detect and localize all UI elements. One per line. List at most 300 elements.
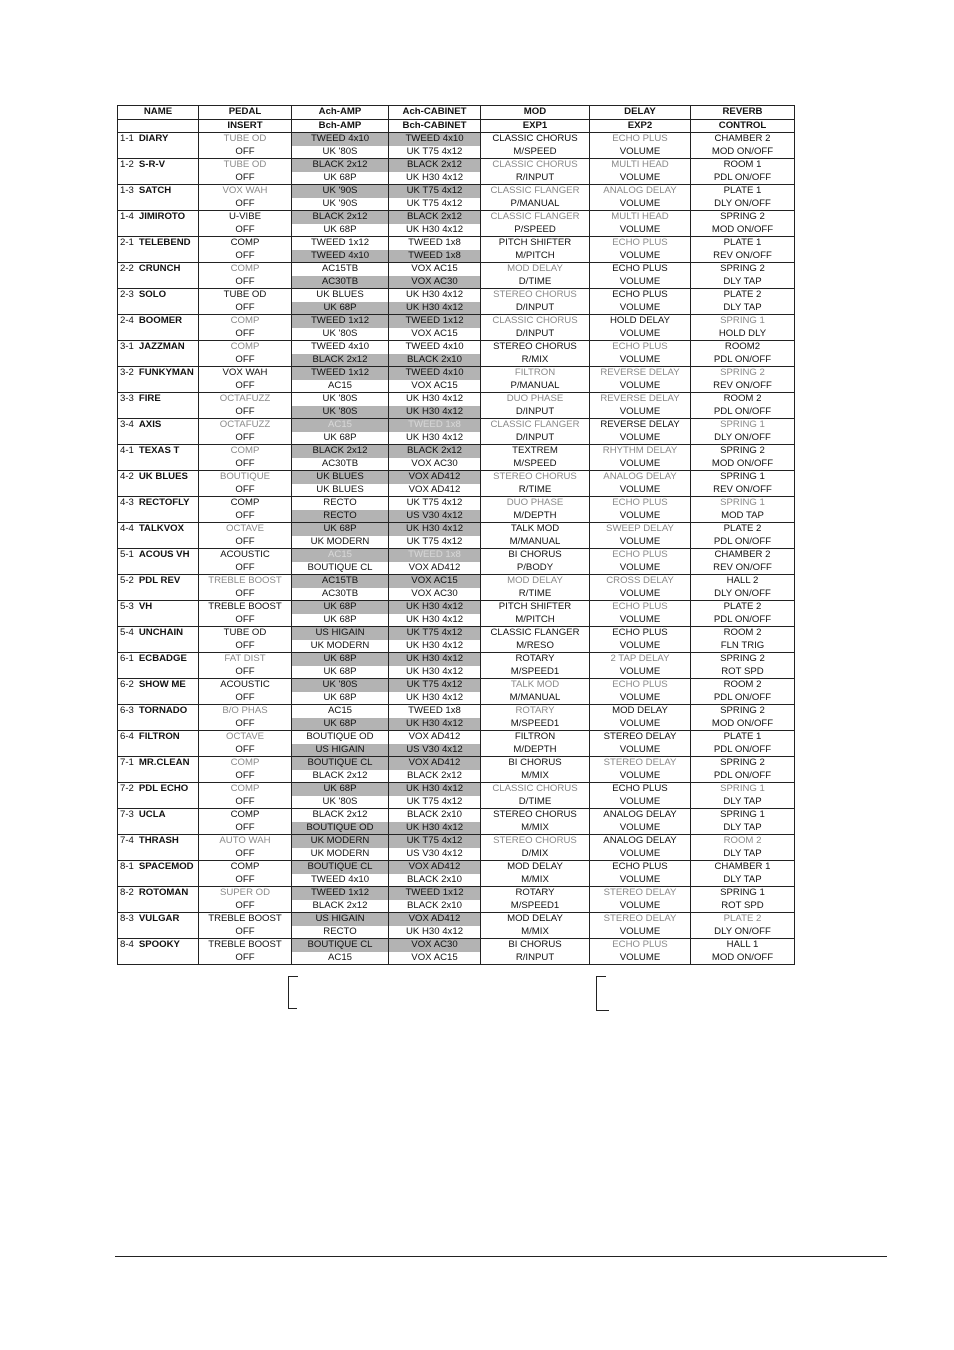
cell-a: U-VIBE bbox=[199, 211, 292, 224]
cell-a: RHYTHM DELAY bbox=[590, 445, 691, 458]
cell-b: BLACK 2x12 bbox=[292, 354, 389, 367]
column-header: PEDAL bbox=[199, 106, 292, 120]
cell-a: FILTRON bbox=[481, 731, 590, 744]
cell-a: CLASSIC CHORUS bbox=[481, 159, 590, 172]
cell-b: VOLUME bbox=[590, 172, 691, 185]
preset-name-cell-blank bbox=[118, 640, 199, 653]
preset-name-cell-blank bbox=[118, 198, 199, 211]
cell-b: VOLUME bbox=[590, 926, 691, 939]
cell-b: DLY ON/OFF bbox=[691, 432, 795, 445]
cell-b: OFF bbox=[199, 354, 292, 367]
cell-b: OFF bbox=[199, 874, 292, 887]
cell-b: VOLUME bbox=[590, 536, 691, 549]
cell-a: BI CHORUS bbox=[481, 757, 590, 770]
cell-b: OFF bbox=[199, 484, 292, 497]
cell-a: TWEED 4x10 bbox=[292, 133, 389, 146]
cell-a: PLATE 1 bbox=[691, 731, 795, 744]
cell-b: R/TIME bbox=[481, 588, 590, 601]
cell-b: P/BODY bbox=[481, 562, 590, 575]
preset-name: CRUNCH bbox=[138, 263, 181, 274]
table-row bbox=[118, 614, 795, 627]
cell-b: MOD ON/OFF bbox=[691, 952, 795, 965]
preset-name: TALKVOX bbox=[138, 523, 184, 534]
cell-a: REVERSE DELAY bbox=[590, 419, 691, 432]
cell-b: UK 68P bbox=[292, 614, 389, 627]
preset-number: 2-3 bbox=[120, 289, 134, 300]
table-row bbox=[118, 549, 795, 562]
cell-a: AC15TB bbox=[292, 263, 389, 276]
cell-a: TALK MOD bbox=[481, 523, 590, 536]
cell-a: TWEED 1x8 bbox=[389, 705, 481, 718]
cell-a: STEREO CHORUS bbox=[481, 835, 590, 848]
preset-name-cell-blank bbox=[118, 822, 199, 835]
table-row bbox=[118, 419, 795, 432]
cell-a: UK 68P bbox=[292, 523, 389, 536]
column-header: Ach-CABINET bbox=[389, 106, 481, 120]
cell-b: VOX AC30 bbox=[389, 588, 481, 601]
cell-b: UK 68P bbox=[292, 172, 389, 185]
cell-b: UK H30 4x12 bbox=[389, 926, 481, 939]
cell-b: M/MANUAL bbox=[481, 692, 590, 705]
cell-a: ECHO PLUS bbox=[590, 133, 691, 146]
cell-b: VOX AC15 bbox=[389, 328, 481, 341]
preset-name-cell bbox=[118, 705, 199, 718]
cell-b: VOX AC30 bbox=[389, 458, 481, 471]
cell-a: BLACK 2x12 bbox=[292, 211, 389, 224]
cell-b: VOLUME bbox=[590, 484, 691, 497]
cell-b: M/DEPTH bbox=[481, 744, 590, 757]
preset-name-cell bbox=[118, 185, 199, 198]
cell-a: CLASSIC FLANGER bbox=[481, 211, 590, 224]
cell-a: TUBE OD bbox=[199, 133, 292, 146]
cell-a: TWEED 4x10 bbox=[389, 341, 481, 354]
cell-a: BLACK 2x12 bbox=[389, 211, 481, 224]
cell-a: HOLD DELAY bbox=[590, 315, 691, 328]
cell-a: STEREO CHORUS bbox=[481, 341, 590, 354]
table-row bbox=[118, 653, 795, 666]
cell-a: AUTO WAH bbox=[199, 835, 292, 848]
preset-name: FUNKYMAN bbox=[138, 367, 194, 378]
cell-b: UK '80S bbox=[292, 146, 389, 159]
preset-number: 8-2 bbox=[120, 887, 134, 898]
cell-b: VOLUME bbox=[590, 328, 691, 341]
cell-b: M/SPEED bbox=[481, 458, 590, 471]
preset-number: 7-1 bbox=[120, 757, 134, 768]
preset-number: 4-4 bbox=[120, 523, 134, 534]
cell-b: TWEED 1x8 bbox=[389, 250, 481, 263]
column-header: DELAY bbox=[590, 106, 691, 120]
table-row bbox=[118, 640, 795, 653]
preset-number: 7-3 bbox=[120, 809, 134, 820]
preset-name: UNCHAIN bbox=[138, 627, 184, 638]
cell-a: SPRING 1 bbox=[691, 887, 795, 900]
cell-a: ANALOG DELAY bbox=[590, 809, 691, 822]
cell-b: UK H30 4x12 bbox=[389, 406, 481, 419]
table-row bbox=[118, 913, 795, 926]
cell-b: UK BLUES bbox=[292, 484, 389, 497]
table-row bbox=[118, 263, 795, 276]
table-row bbox=[118, 562, 795, 575]
cell-a: BLACK 2x12 bbox=[292, 445, 389, 458]
cell-a: CLASSIC CHORUS bbox=[481, 315, 590, 328]
preset-number: 2-2 bbox=[120, 263, 134, 274]
cell-b: OFF bbox=[199, 822, 292, 835]
cell-b: MOD ON/OFF bbox=[691, 146, 795, 159]
cell-b: OFF bbox=[199, 562, 292, 575]
cell-b: BLACK 2x10 bbox=[389, 874, 481, 887]
cell-b: VOLUME bbox=[590, 276, 691, 289]
preset-name: PDL REV bbox=[138, 575, 181, 586]
cell-b: M/MIX bbox=[481, 926, 590, 939]
cell-a: ECHO PLUS bbox=[590, 289, 691, 302]
cell-b: UK 68P bbox=[292, 224, 389, 237]
cell-a: TWEED 1x8 bbox=[389, 237, 481, 250]
column-subheader: EXP2 bbox=[590, 119, 691, 133]
preset-name: FIRE bbox=[138, 393, 161, 404]
cell-b: P/MANUAL bbox=[481, 380, 590, 393]
preset-name-cell bbox=[118, 211, 199, 224]
cell-b: D/MIX bbox=[481, 848, 590, 861]
cell-b: AC30TB bbox=[292, 458, 389, 471]
cell-b: VOLUME bbox=[590, 146, 691, 159]
preset-number: 6-4 bbox=[120, 731, 134, 742]
cell-a: UK T75 4x12 bbox=[389, 679, 481, 692]
table-row bbox=[118, 601, 795, 614]
cell-b: DLY ON/OFF bbox=[691, 588, 795, 601]
cell-a: ECHO PLUS bbox=[590, 549, 691, 562]
cell-a: ANALOG DELAY bbox=[590, 835, 691, 848]
cell-a: TEXTREM bbox=[481, 445, 590, 458]
cell-b: VOLUME bbox=[590, 718, 691, 731]
preset-name-cell-blank bbox=[118, 328, 199, 341]
cell-a: TREBLE BOOST bbox=[199, 575, 292, 588]
cell-b: M/MANUAL bbox=[481, 536, 590, 549]
cell-a: TUBE OD bbox=[199, 159, 292, 172]
cell-b: VOLUME bbox=[590, 614, 691, 627]
cell-a: UK T75 4x12 bbox=[389, 835, 481, 848]
cell-b: OFF bbox=[199, 614, 292, 627]
cell-a: VOX AD412 bbox=[389, 861, 481, 874]
cell-b: UK T75 4x12 bbox=[389, 536, 481, 549]
cell-b: OFF bbox=[199, 718, 292, 731]
cell-a: PLATE 1 bbox=[691, 185, 795, 198]
table-row bbox=[118, 783, 795, 796]
cell-a: UK H30 4x12 bbox=[389, 601, 481, 614]
cell-b: VOLUME bbox=[590, 354, 691, 367]
preset-name: BOOMER bbox=[138, 315, 183, 326]
cell-b: OFF bbox=[199, 900, 292, 913]
preset-name-cell-blank bbox=[118, 224, 199, 237]
preset-name-cell-blank bbox=[118, 510, 199, 523]
preset-name: PDL ECHO bbox=[138, 783, 189, 794]
preset-name: VH bbox=[138, 601, 153, 612]
cell-a: VOX AC15 bbox=[389, 575, 481, 588]
preset-name-cell-blank bbox=[118, 484, 199, 497]
cell-a: AC15 bbox=[292, 549, 389, 562]
cell-a: TWEED 1x12 bbox=[292, 367, 389, 380]
preset-name: DIARY bbox=[138, 133, 169, 144]
cell-b: OFF bbox=[199, 588, 292, 601]
cell-a: 2 TAP DELAY bbox=[590, 653, 691, 666]
cell-a: TUBE OD bbox=[199, 627, 292, 640]
cell-b: D/INPUT bbox=[481, 432, 590, 445]
cell-b: HOLD DLY bbox=[691, 328, 795, 341]
preset-number: 4-2 bbox=[120, 471, 134, 482]
cell-a: ANALOG DELAY bbox=[590, 185, 691, 198]
table-row bbox=[118, 393, 795, 406]
cell-b: RECTO bbox=[292, 510, 389, 523]
cell-a: UK 68P bbox=[292, 783, 389, 796]
cell-a: ANALOG DELAY bbox=[590, 471, 691, 484]
cell-b: UK H30 4x12 bbox=[389, 432, 481, 445]
cell-b: BLACK 2x12 bbox=[292, 770, 389, 783]
cell-b: DLY ON/OFF bbox=[691, 926, 795, 939]
cell-b: DLY TAP bbox=[691, 302, 795, 315]
table-row bbox=[118, 172, 795, 185]
cell-a: BOUTIQUE CL bbox=[292, 757, 389, 770]
cell-b: DLY TAP bbox=[691, 874, 795, 887]
cell-b: VOLUME bbox=[590, 692, 691, 705]
column-subheader: CONTROL bbox=[691, 119, 795, 133]
preset-name-cell bbox=[118, 939, 199, 952]
cell-a: SWEEP DELAY bbox=[590, 523, 691, 536]
preset-name-cell bbox=[118, 471, 199, 484]
cell-a: AC15 bbox=[292, 419, 389, 432]
cell-a: OCTAFUZZ bbox=[199, 419, 292, 432]
cell-a: MULTI HEAD bbox=[590, 159, 691, 172]
preset-table bbox=[117, 105, 795, 965]
preset-name-cell bbox=[118, 133, 199, 146]
cell-b: UK 68P bbox=[292, 432, 389, 445]
preset-number: 7-4 bbox=[120, 835, 134, 846]
cell-b: VOLUME bbox=[590, 822, 691, 835]
cell-b: REV ON/OFF bbox=[691, 250, 795, 263]
table-row bbox=[118, 276, 795, 289]
cell-a: COMP bbox=[199, 341, 292, 354]
cell-a: ACOUSTIC bbox=[199, 549, 292, 562]
cell-b: UK H30 4x12 bbox=[389, 718, 481, 731]
cell-b: DLY TAP bbox=[691, 822, 795, 835]
table-row bbox=[118, 887, 795, 900]
preset-number: 3-3 bbox=[120, 393, 134, 404]
cell-b: P/SPEED bbox=[481, 224, 590, 237]
preset-name-cell bbox=[118, 315, 199, 328]
cell-b: D/INPUT bbox=[481, 406, 590, 419]
cell-a: ECHO PLUS bbox=[590, 341, 691, 354]
table-row bbox=[118, 354, 795, 367]
column-header: REVERB bbox=[691, 106, 795, 120]
table-row bbox=[118, 211, 795, 224]
cell-b: VOLUME bbox=[590, 224, 691, 237]
cell-a: PITCH SHIFTER bbox=[481, 237, 590, 250]
table-row bbox=[118, 679, 795, 692]
table-row bbox=[118, 757, 795, 770]
preset-name-cell-blank bbox=[118, 874, 199, 887]
table-row bbox=[118, 341, 795, 354]
cell-a: ROOM 2 bbox=[691, 393, 795, 406]
cell-b: VOLUME bbox=[590, 666, 691, 679]
cell-b: VOLUME bbox=[590, 640, 691, 653]
cell-a: TWEED 1x12 bbox=[292, 237, 389, 250]
cell-b: OFF bbox=[199, 536, 292, 549]
preset-name-cell-blank bbox=[118, 796, 199, 809]
cell-a: COMP bbox=[199, 861, 292, 874]
table-row bbox=[118, 406, 795, 419]
table-row bbox=[118, 484, 795, 497]
preset-name-cell-blank bbox=[118, 302, 199, 315]
table-row bbox=[118, 692, 795, 705]
preset-name-cell-blank bbox=[118, 666, 199, 679]
cell-a: VOX AD412 bbox=[389, 757, 481, 770]
cell-a: SUPER OD bbox=[199, 887, 292, 900]
preset-name-cell-blank bbox=[118, 458, 199, 471]
cell-b: VOX AC15 bbox=[389, 952, 481, 965]
preset-name-cell-blank bbox=[118, 406, 199, 419]
cell-b: VOLUME bbox=[590, 406, 691, 419]
preset-name-cell-blank bbox=[118, 926, 199, 939]
cell-b: PDL ON/OFF bbox=[691, 406, 795, 419]
table-row bbox=[118, 198, 795, 211]
preset-name: ECBADGE bbox=[138, 653, 187, 664]
cell-b: DLY ON/OFF bbox=[691, 198, 795, 211]
table-row bbox=[118, 185, 795, 198]
cell-a: ROTARY bbox=[481, 653, 590, 666]
cell-b: VOLUME bbox=[590, 588, 691, 601]
cell-a: TWEED 1x12 bbox=[389, 887, 481, 900]
cell-a: US HIGAIN bbox=[292, 627, 389, 640]
cell-b: OFF bbox=[199, 146, 292, 159]
table-row bbox=[118, 328, 795, 341]
table-row bbox=[118, 900, 795, 913]
cell-a: ROTARY bbox=[481, 705, 590, 718]
table-row bbox=[118, 159, 795, 172]
cell-b: MOD ON/OFF bbox=[691, 224, 795, 237]
preset-name-cell-blank bbox=[118, 562, 199, 575]
cell-b: OFF bbox=[199, 692, 292, 705]
cell-a: VOX AD412 bbox=[389, 471, 481, 484]
cell-a: BI CHORUS bbox=[481, 939, 590, 952]
cell-a: BOUTIQUE OD bbox=[292, 731, 389, 744]
preset-name-cell-blank bbox=[118, 276, 199, 289]
table-header bbox=[118, 106, 795, 133]
cell-b: RECTO bbox=[292, 926, 389, 939]
table-row bbox=[118, 536, 795, 549]
footer-rule bbox=[115, 1256, 887, 1257]
cell-a: UK 68P bbox=[292, 601, 389, 614]
cell-b: OFF bbox=[199, 510, 292, 523]
cell-a: VOX WAH bbox=[199, 185, 292, 198]
cell-a: ROOM 2 bbox=[691, 627, 795, 640]
preset-name-cell bbox=[118, 367, 199, 380]
preset-name-cell bbox=[118, 341, 199, 354]
table-body bbox=[118, 133, 795, 965]
header-row-1 bbox=[118, 106, 795, 120]
table-row bbox=[118, 315, 795, 328]
cell-a: PLATE 2 bbox=[691, 523, 795, 536]
cell-b: M/SPEED1 bbox=[481, 718, 590, 731]
preset-name: S-R-V bbox=[138, 159, 165, 170]
preset-name: ROTOMAN bbox=[138, 887, 189, 898]
cell-a: COMP bbox=[199, 263, 292, 276]
column-subheader: Bch-CABINET bbox=[389, 119, 481, 133]
table-row bbox=[118, 575, 795, 588]
cell-b: D/TIME bbox=[481, 796, 590, 809]
cell-a: FAT DIST bbox=[199, 653, 292, 666]
preset-name-cell bbox=[118, 679, 199, 692]
cell-a: UK H30 4x12 bbox=[389, 393, 481, 406]
cell-a: HALL 2 bbox=[691, 575, 795, 588]
cell-b: UK MODERN bbox=[292, 640, 389, 653]
cell-b: OFF bbox=[199, 250, 292, 263]
preset-number: 3-1 bbox=[120, 341, 134, 352]
cell-b: OFF bbox=[199, 458, 292, 471]
cell-a: HALL 1 bbox=[691, 939, 795, 952]
preset-number: 8-1 bbox=[120, 861, 134, 872]
preset-name-cell bbox=[118, 835, 199, 848]
cell-a: ECHO PLUS bbox=[590, 263, 691, 276]
cell-b: UK 68P bbox=[292, 302, 389, 315]
cell-a: PITCH SHIFTER bbox=[481, 601, 590, 614]
cell-a: RECTO bbox=[292, 497, 389, 510]
preset-name-cell-blank bbox=[118, 380, 199, 393]
cell-a: REVERSE DELAY bbox=[590, 393, 691, 406]
preset-name-cell bbox=[118, 445, 199, 458]
cell-a: MOD DELAY bbox=[590, 705, 691, 718]
cell-b: D/INPUT bbox=[481, 328, 590, 341]
preset-name-cell bbox=[118, 913, 199, 926]
cell-b: DLY TAP bbox=[691, 276, 795, 289]
cell-b: VOX AD412 bbox=[389, 562, 481, 575]
cell-a: TWEED 1x8 bbox=[389, 549, 481, 562]
cell-a: COMP bbox=[199, 809, 292, 822]
table-row bbox=[118, 744, 795, 757]
cell-a: UK H30 4x12 bbox=[389, 653, 481, 666]
table-row bbox=[118, 133, 795, 146]
cell-a: CHAMBER 2 bbox=[691, 549, 795, 562]
preset-number: 1-2 bbox=[120, 159, 134, 170]
table-row bbox=[118, 666, 795, 679]
cell-b: REV ON/OFF bbox=[691, 562, 795, 575]
cell-a: BLACK 2x12 bbox=[389, 159, 481, 172]
preset-name-cell bbox=[118, 159, 199, 172]
cell-a: ROOM 1 bbox=[691, 159, 795, 172]
preset-name-cell bbox=[118, 627, 199, 640]
preset-name: MR.CLEAN bbox=[138, 757, 190, 768]
header-row-2 bbox=[118, 119, 795, 133]
cell-b: BOUTIQUE CL bbox=[292, 562, 389, 575]
preset-name-cell bbox=[118, 783, 199, 796]
table-row bbox=[118, 432, 795, 445]
preset-name-cell bbox=[118, 549, 199, 562]
cell-a: AC15TB bbox=[292, 575, 389, 588]
preset-name-cell-blank bbox=[118, 952, 199, 965]
cell-a: TREBLE BOOST bbox=[199, 601, 292, 614]
cell-a: SPRING 1 bbox=[691, 783, 795, 796]
cell-a: VOX AD412 bbox=[389, 913, 481, 926]
cell-a: COMP bbox=[199, 757, 292, 770]
table-row bbox=[118, 705, 795, 718]
cell-b: UK T75 4x12 bbox=[389, 198, 481, 211]
cell-b: UK H30 4x12 bbox=[389, 224, 481, 237]
cell-a: UK T75 4x12 bbox=[389, 627, 481, 640]
cell-b: VOX AD412 bbox=[389, 484, 481, 497]
preset-name-cell bbox=[118, 809, 199, 822]
cell-a: ECHO PLUS bbox=[590, 783, 691, 796]
cell-b: MOD ON/OFF bbox=[691, 458, 795, 471]
cell-b: PDL ON/OFF bbox=[691, 172, 795, 185]
cell-b: PDL ON/OFF bbox=[691, 614, 795, 627]
bracket-mark-amp bbox=[288, 976, 297, 1009]
